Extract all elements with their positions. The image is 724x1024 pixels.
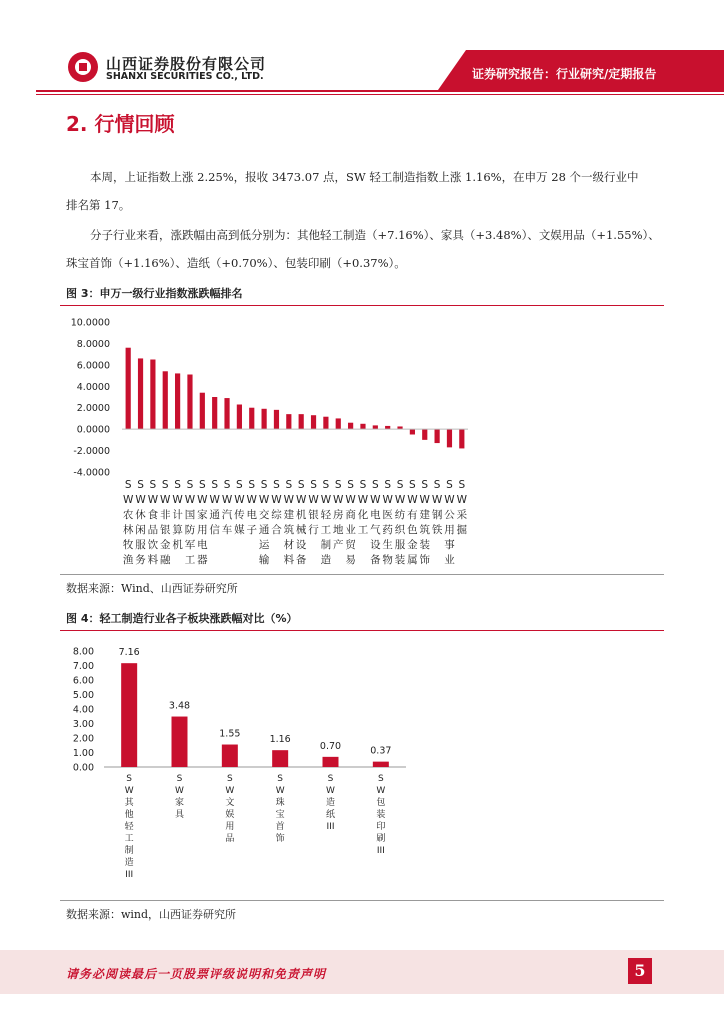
chart-1-x-label: S W 综合 [271, 479, 282, 536]
chart-1-x-label: S W 休闲服务 [135, 479, 146, 566]
chart-1-bar [447, 429, 452, 447]
header-divider [36, 90, 724, 92]
paragraph-2-line-1: 分子行业来看，涨跌幅由高到低分别为：其他轻工制造（+7.16%）、家具（+3.48%）、文娱用品（+1.55%）、 [90, 228, 660, 242]
chart-2-y-tick: 4.00 [72, 704, 94, 716]
chart-1-bar [175, 373, 180, 429]
chart-2-value-label: 7.16 [118, 647, 140, 659]
logo-center [79, 63, 87, 71]
paragraph-1-line-2: 排名第 17。 [66, 198, 131, 212]
chart-1-bar [249, 408, 254, 429]
chart-1-x-label: S W 农林牧渔 [122, 479, 134, 566]
chart-1-x-label: S W 公用事业 [444, 479, 455, 566]
chart-industry-ranking [60, 306, 664, 574]
chart-1-x-label: S W 家用电器 [197, 479, 208, 566]
chart-1-bar [150, 360, 155, 430]
chart-1-x-label: S W 电气设备 [370, 479, 381, 566]
company-logo [68, 52, 98, 82]
chart-1-x-label: S W 采掘 [456, 479, 468, 536]
chart-2-y-tick: 1.00 [72, 748, 94, 759]
chart-1-bar [138, 358, 143, 429]
chart-1-x-label: S W 国防军工 [184, 479, 196, 566]
figure-3-bottom-rule [60, 574, 664, 575]
chart-1-bar [422, 429, 427, 440]
chart-1-bar [224, 398, 229, 429]
chart-1-y-tick: 4.0000 [76, 381, 110, 393]
company-name-en: SHANXI SECURITIES CO., LTD. [106, 71, 264, 82]
chart-1-x-label: S W 食品饮料 [147, 479, 159, 566]
figure-3-source: 数据来源：Wind、山西证券研究所 [66, 582, 238, 595]
chart-2-x-label: S W 包装印刷 III [376, 774, 386, 856]
page-number: 5 [628, 958, 652, 984]
chart-1-bar [336, 418, 341, 429]
figure-4-bottom-rule [60, 900, 664, 901]
chart-1-y-tick: -2.0000 [73, 446, 110, 458]
chart-1-x-label: S W 非银金融 [160, 479, 171, 566]
chart-1-bar [311, 415, 316, 429]
chart-1-x-label: S W 银行 [308, 479, 319, 536]
chart-1-y-tick: 0.0000 [76, 424, 110, 436]
footer-disclaimer: 请务必阅读最后一页股票评级说明和免责声明 [66, 967, 327, 981]
chart-2-y-tick: 8.00 [72, 646, 94, 658]
figure-3-title: 图 3：申万一级行业指数涨跌幅排名 [66, 287, 243, 300]
chart-2-y-tick: 0.00 [72, 762, 94, 774]
chart-1-bar [410, 429, 415, 434]
chart-1-x-label: S W 轻工制造 [320, 479, 332, 566]
chart-1-bar [373, 425, 378, 429]
chart-2-y-tick: 2.00 [72, 733, 94, 745]
chart-2-y-tick: 7.00 [72, 661, 94, 672]
chart-1-bar [360, 424, 365, 429]
chart-1-x-label: S W 通信 [209, 479, 220, 536]
chart-2-value-label: 3.48 [168, 700, 191, 712]
chart-1-bar [459, 429, 464, 448]
chart-1-y-tick: 8.0000 [76, 338, 110, 350]
chart-2-y-tick: 6.00 [72, 675, 94, 687]
figure-4-source: 数据来源：wind，山西证券研究所 [66, 908, 237, 921]
chart-1-bar [348, 423, 353, 429]
chart-1-x-label: S W 传媒 [234, 479, 245, 536]
header-divider-thin [36, 94, 724, 95]
chart-1-bar [262, 409, 267, 429]
chart-2-x-label: S W 造纸 III [325, 774, 336, 832]
logo-ring [75, 59, 91, 75]
chart-1-x-label: S W 建筑装饰 [419, 479, 430, 566]
chart-1-bar [299, 414, 304, 429]
chart-1-x-label: S W 计算机 [172, 479, 183, 551]
chart-1-bar [212, 397, 217, 429]
chart-1-x-label: S W 医药生物 [382, 479, 393, 566]
chart-1-x-label: S W 商业贸易 [345, 479, 356, 566]
chart-1-bar [286, 414, 291, 429]
report-type: 证券研究报告：行业研究/定期报告 [472, 67, 657, 81]
chart-1-x-label: S W 交通运输 [258, 479, 270, 566]
chart-2-bar [172, 717, 188, 767]
chart-1-x-label: S W 有色金属 [407, 479, 418, 566]
chart-1-x-label: S W 电子 [246, 479, 257, 536]
chart-2-bar [222, 745, 238, 767]
chart-1-y-tick: -4.0000 [73, 467, 110, 479]
chart-1-y-tick: 2.0000 [76, 403, 110, 415]
company-name-cn: 山西证券股份有限公司 [106, 55, 267, 73]
chart-1-bar [126, 348, 131, 429]
chart-2-value-label: 1.55 [219, 728, 241, 740]
chart-subsector-comparison [60, 631, 664, 899]
chart-2-y-tick: 3.00 [72, 719, 94, 730]
chart-1-y-tick: 6.0000 [76, 360, 110, 372]
chart-1-bar [237, 405, 242, 430]
paragraph-2-line-2: 珠宝首饰（+1.16%）、造纸（+0.70%）、包装印刷（+0.37%）。 [66, 256, 406, 270]
chart-2-value-label: 0.70 [319, 740, 342, 752]
chart-2-bar [373, 762, 389, 767]
chart-1-x-label: S W 汽车 [221, 479, 233, 536]
chart-1-x-label: S W 房地产 [333, 479, 344, 551]
chart-1-y-tick: 10.0000 [70, 317, 110, 329]
chart-1-x-label: S W 机械设备 [295, 479, 307, 566]
chart-1-bar [187, 375, 192, 430]
chart-1-bar [163, 371, 168, 429]
chart-2-bar [121, 663, 137, 767]
chart-2-x-label: S W 珠宝首饰 [275, 774, 285, 844]
chart-2-value-label: 1.16 [269, 734, 291, 746]
chart-2-value-label: 0.37 [370, 745, 392, 757]
chart-1-x-label: S W 化工 [357, 479, 369, 536]
chart-2-bar [272, 750, 288, 767]
paragraph-1-line-1: 本周，上证指数上涨 2.25%，报收 3473.07 点，SW 轻工制造指数上涨 1.16%，在申万 28 个一级行业中 [90, 170, 639, 184]
chart-2-x-label: S W 文娱用品 [225, 774, 235, 844]
chart-2-x-label: S W 其他轻工制造 III [124, 774, 134, 880]
chart-1-bar [274, 410, 279, 429]
chart-1-bar [200, 393, 205, 429]
chart-1-x-label: S W 钢铁 [431, 479, 443, 536]
section-title: 2. 行情回顾 [66, 112, 175, 136]
chart-1-bar [435, 429, 440, 443]
chart-1-bar [323, 417, 328, 429]
chart-2-y-tick: 5.00 [72, 690, 94, 701]
chart-1-x-label: S W 纺织服装 [394, 479, 406, 566]
chart-2-bar [323, 757, 339, 767]
chart-2-x-label: S W 家具 [174, 774, 185, 820]
figure-4-title: 图 4：轻工制造行业各子板块涨跌幅对比（%） [66, 612, 298, 625]
chart-1-x-label: S W 建筑材料 [283, 479, 295, 566]
